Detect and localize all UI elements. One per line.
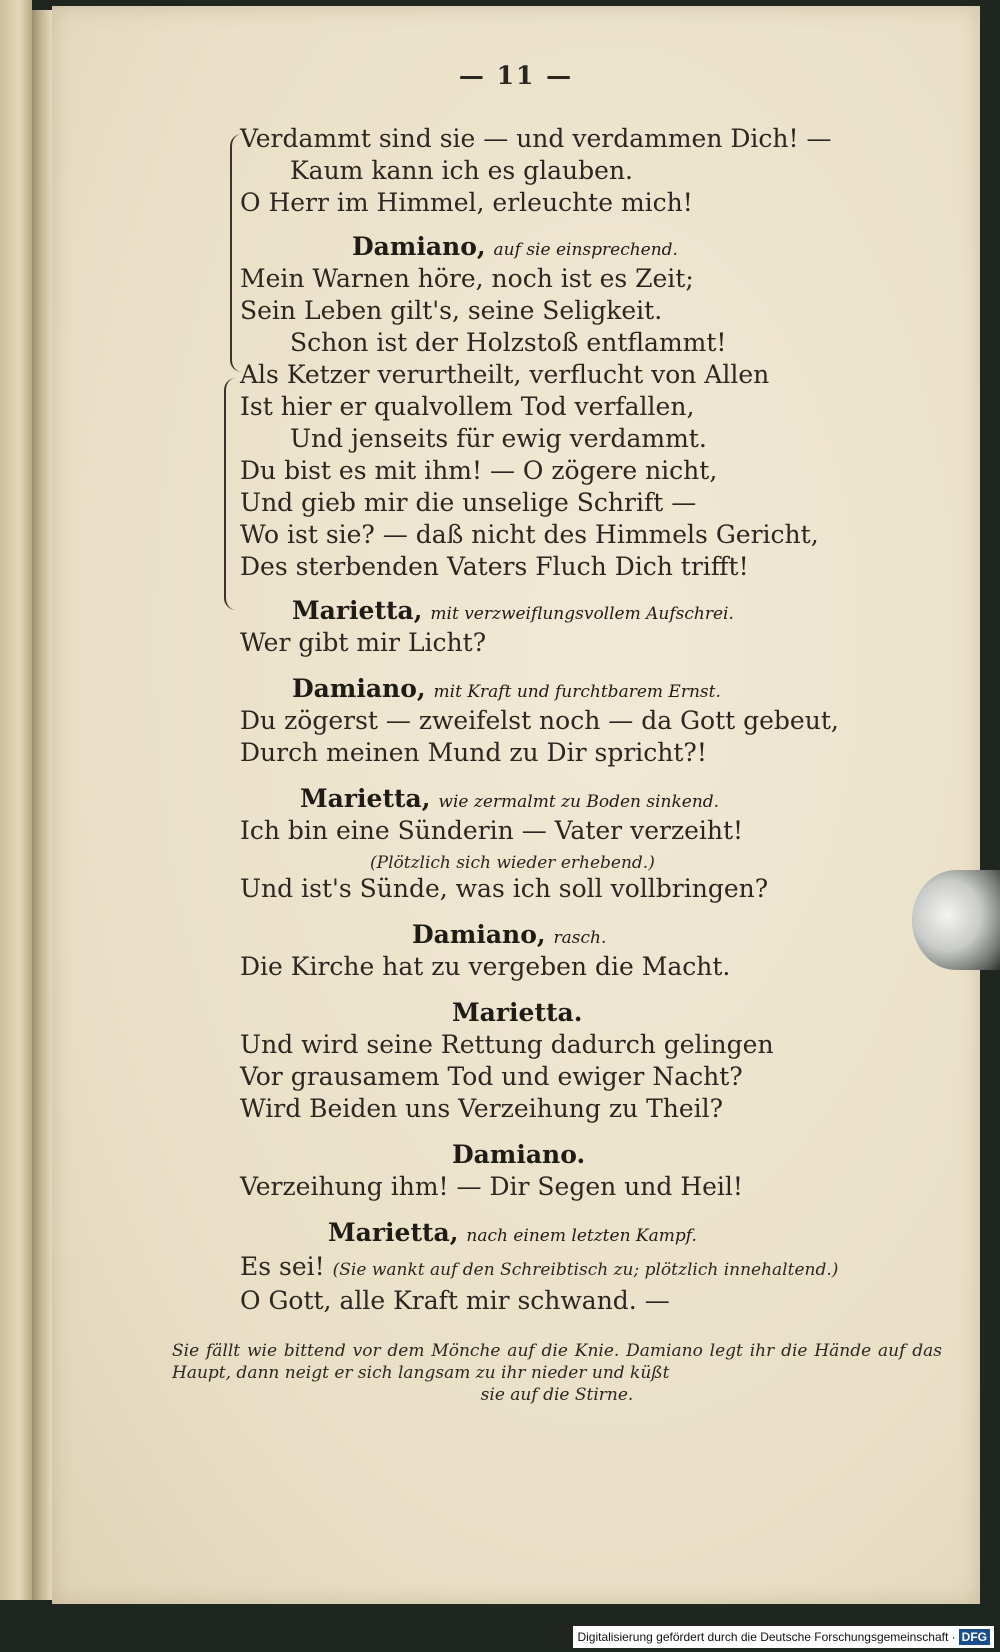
verse-line: Sein Leben gilt's, seine Seligkeit. [240, 296, 663, 325]
verse-line: Die Kirche hat zu vergeben die Macht. [240, 952, 731, 981]
dfg-logo: DFG [959, 1629, 990, 1645]
verse-line: Schon ist der Holzstoß entflammt! [290, 328, 727, 357]
verse-text: Es sei! [240, 1252, 325, 1281]
book-edge [0, 0, 32, 1600]
verse-line: Des sterbenden Vaters Fluch Dich trifft! [240, 552, 749, 581]
speaker-heading [300, 784, 719, 817]
verse-line: O Herr im Himmel, erleuchte mich! [240, 188, 693, 217]
speaker-name: Marietta. [452, 998, 583, 1027]
digitization-credit [573, 1626, 994, 1648]
verse-line: Ich bin eine Sünderin — Vater verzeiht! [240, 816, 744, 845]
stage-direction-block [172, 1340, 942, 1406]
speaker-name: Damiano. [452, 1140, 586, 1169]
speaker-direction: rasch. [553, 928, 607, 948]
inline-stage-direction: (Plötzlich sich wieder erhebend.) [370, 853, 655, 873]
verse-line: Ist hier er qualvollem Tod verfallen, [240, 392, 695, 421]
speaker-direction: auf sie einsprechend. [493, 240, 678, 260]
speaker-heading [292, 596, 734, 629]
speaker-heading [352, 232, 678, 265]
inline-stage-direction: (Sie wankt auf den Schreibtisch zu; plötzlich innehaltend.) [332, 1260, 839, 1280]
stage-direction-text: Sie fällt wie bittend vor dem Mönche auf die Knie. Damiano legt ihr die Hände auf das Haupt, dann neigt er sich langsam zu ihr nieder und küßt [172, 1341, 942, 1383]
speaker-name: Marietta, [328, 1218, 459, 1247]
verse-line: Mein Warnen höre, noch ist es Zeit; [240, 264, 694, 293]
verse-line: Du zögerst — zweifelst noch — da Gott gebeut, [240, 706, 839, 735]
book-page [52, 6, 980, 1604]
speaker-heading [412, 920, 606, 953]
speaker-name: Marietta, [300, 784, 431, 813]
verse-line: Verdammt sind sie — und verdammen Dich! — [240, 124, 832, 153]
verse-line: Als Ketzer verurtheilt, verflucht von Allen [240, 360, 770, 389]
verse-line: Wo ist sie? — daß nicht des Himmels Gericht, [240, 520, 819, 549]
verse-line: Durch meinen Mund zu Dir spricht?! [240, 738, 707, 767]
verse-line: Wer gibt mir Licht? [240, 628, 487, 657]
speaker-name: Damiano, [412, 920, 546, 949]
credit-text: Digitalisierung gefördert durch die Deutsche Forschungsgemeinschaft · [577, 1630, 956, 1644]
verse-line: Verzeihung ihm! — Dir Segen und Heil! [240, 1172, 743, 1201]
paper-clip [912, 870, 1000, 970]
verse-line: Vor grausamem Tod und ewiger Nacht? [240, 1062, 743, 1091]
verse-line [240, 1252, 838, 1285]
speaker-name: Marietta, [292, 596, 423, 625]
verse-line: Du bist es mit ihm! — O zögere nicht, [240, 456, 718, 485]
speaker-name: Damiano, [352, 232, 486, 261]
speaker-direction: mit Kraft und furchtbarem Ernst. [433, 682, 721, 702]
verse-line: Und wird seine Rettung dadurch gelingen [240, 1030, 774, 1059]
speaker-heading [452, 1140, 585, 1170]
verse-line: Wird Beiden uns Verzeihung zu Theil? [240, 1094, 724, 1123]
bracket-brace [230, 134, 246, 372]
verse-line: Und jenseits für ewig verdammt. [290, 424, 707, 453]
page-number: — 11 — [458, 61, 574, 90]
speaker-name: Damiano, [292, 674, 426, 703]
speaker-direction: wie zermalmt zu Boden sinkend. [438, 792, 720, 812]
verse-line: Kaum kann ich es glauben. [290, 156, 634, 185]
speaker-heading [328, 1218, 697, 1251]
verse-line: Und ist's Sünde, was ich soll vollbringen? [240, 874, 769, 903]
verse-line: O Gott, alle Kraft mir schwand. — [240, 1286, 670, 1315]
speaker-direction: nach einem letzten Kampf. [466, 1226, 697, 1246]
verse-line: Und gieb mir die unselige Schrift — [240, 488, 697, 517]
speaker-heading [452, 998, 582, 1028]
speaker-heading [292, 674, 721, 707]
speaker-direction: mit verzweiflungsvollem Aufschrei. [430, 604, 734, 624]
bracket-brace [224, 378, 240, 610]
stage-direction-last-line: sie auf die Stirne. [480, 1385, 634, 1405]
book-spine [32, 10, 54, 1600]
